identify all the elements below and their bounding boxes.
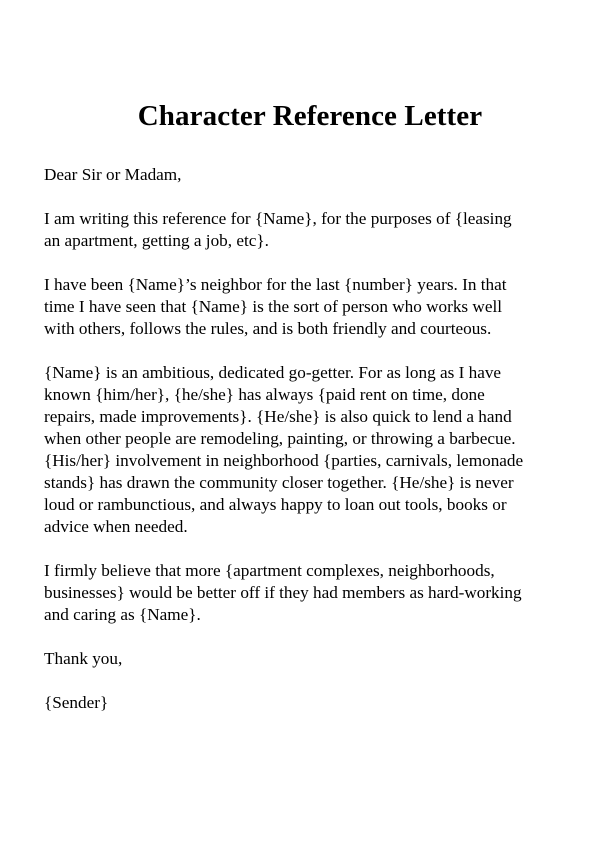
paragraph-spacer xyxy=(44,670,584,692)
text-line: repairs, made improvements}. {He/she} is also quick to lend a hand xyxy=(44,407,512,426)
text-line: I have been {Name}’s neighbor for the last {number} years. In that xyxy=(44,275,507,294)
text-line: {His/her} involvement in neighborhood {parties, carnivals, lemonade xyxy=(44,451,524,470)
closing: Thank you, xyxy=(44,649,123,668)
text-line: loud or rambunctious, and always happy to loan out tools, books or xyxy=(44,495,507,514)
text-line: with others, follows the rules, and is both friendly and courteous. xyxy=(44,319,492,338)
text-line: I am writing this reference for {Name}, for the purposes of {leasing xyxy=(44,209,512,228)
paragraph-spacer xyxy=(44,340,584,362)
text-line: advice when needed. xyxy=(44,517,188,536)
text-line: {Name} is an ambitious, dedicated go-getter. For as long as I have xyxy=(44,363,502,382)
paragraph-spacer xyxy=(44,626,584,648)
paragraph-spacer xyxy=(44,252,584,274)
text-line: I firmly believe that more {apartment complexes, neighborhoods, xyxy=(44,561,495,580)
paragraph-spacer xyxy=(44,538,584,560)
text-line: and caring as {Name}. xyxy=(44,605,201,624)
text-line: stands} has drawn the community closer together. {He/she} is never xyxy=(44,473,514,492)
paragraph-purpose xyxy=(44,208,584,252)
page-title: Character Reference Letter xyxy=(137,100,483,132)
text-line: time I have seen that {Name} is the sort of person who works well xyxy=(44,297,503,316)
text-line: known {him/her}, {he/she} has always {paid rent on time, done xyxy=(44,385,485,404)
paragraph-character xyxy=(44,362,584,538)
text-line: an apartment, getting a job, etc}. xyxy=(44,231,269,250)
letter-body xyxy=(44,164,584,714)
paragraph-spacer xyxy=(44,186,584,208)
text-line: businesses} would be better off if they had members as hard-working xyxy=(44,583,522,602)
salutation: Dear Sir or Madam, xyxy=(44,165,182,184)
text-line: when other people are remodeling, painting, or throwing a barbecue. xyxy=(44,429,516,448)
paragraph-recommendation xyxy=(44,560,584,626)
signature: {Sender} xyxy=(44,693,109,712)
paragraph-relationship xyxy=(44,274,584,340)
